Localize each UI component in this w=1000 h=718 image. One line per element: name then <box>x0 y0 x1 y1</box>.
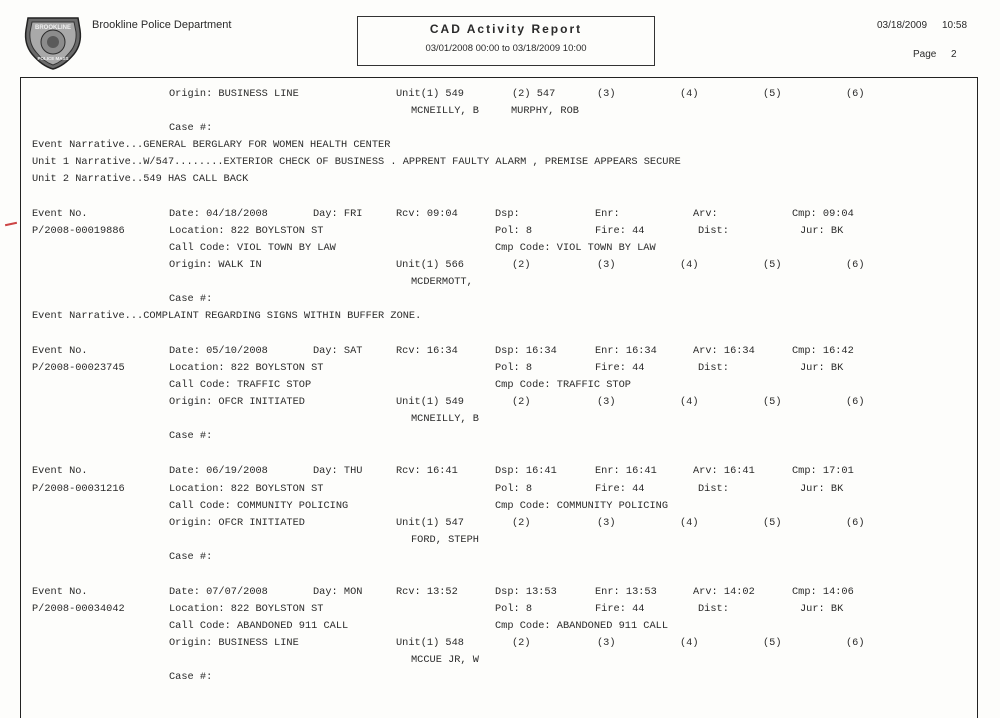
report-line-text: Enr: 16:41 <box>595 465 657 477</box>
report-line-text: Cmp: 16:42 <box>792 345 854 357</box>
report-line-text: (6) <box>846 88 865 100</box>
report-line-text: Call Code: VIOL TOWN BY LAW <box>169 242 336 254</box>
report-line-text: Origin: OFCR INITIATED <box>169 396 305 408</box>
report-line-text: Event No. <box>32 586 88 598</box>
report-line-text: Fire: 44 <box>595 225 645 237</box>
print-date: 03/18/2009 <box>877 20 928 31</box>
report-line-text: Day: MON <box>313 586 363 598</box>
report-line-text: P/2008-00019886 <box>32 225 125 237</box>
report-line-text: Date: 04/18/2008 <box>169 208 268 220</box>
report-line-text: Dist: <box>698 362 729 374</box>
report-line-text: Unit(1) 549 <box>396 88 464 100</box>
report-line-text: Jur: BK <box>800 603 844 615</box>
report-line-text: (5) <box>763 396 782 408</box>
report-line-text: (2) <box>512 396 531 408</box>
report-line-text: Arv: 14:02 <box>693 586 755 598</box>
report-line-text: (6) <box>846 637 865 649</box>
report-line-text: Call Code: COMMUNITY POLICING <box>169 500 349 512</box>
report-line-text: (3) <box>597 88 616 100</box>
report-line-text: Cmp Code: TRAFFIC STOP <box>495 379 631 391</box>
report-line-text: Case #: <box>169 122 213 134</box>
report-line-text: MURPHY, ROB <box>511 105 579 117</box>
report-line-text: Event No. <box>32 345 88 357</box>
report-line-text: (3) <box>597 637 616 649</box>
report-line-text: Fire: 44 <box>595 362 645 374</box>
report-line-text: Fire: 44 <box>595 483 645 495</box>
report-line-text: Enr: 16:34 <box>595 345 657 357</box>
report-line-text: Pol: 8 <box>495 603 533 615</box>
report-line-text: P/2008-00031216 <box>32 483 125 495</box>
report-line-text: P/2008-00034042 <box>32 603 125 615</box>
report-line-text: Dsp: <box>495 208 520 220</box>
report-line-text: (5) <box>763 88 782 100</box>
report-line-text: Rcv: 13:52 <box>396 586 458 598</box>
report-line-text: Location: 822 BOYLSTON ST <box>169 603 324 615</box>
report-line-text: Dsp: 13:53 <box>495 586 557 598</box>
report-line-text: Dist: <box>698 225 729 237</box>
report-line-text: Rcv: 16:41 <box>396 465 458 477</box>
report-line-text: Cmp: 17:01 <box>792 465 854 477</box>
report-line-text: Dsp: 16:41 <box>495 465 557 477</box>
report-line-text: Unit 2 Narrative..549 HAS CALL BACK <box>32 173 249 185</box>
report-line-text: Date: 07/07/2008 <box>169 586 268 598</box>
report-line-text: Arv: 16:34 <box>693 345 755 357</box>
page-label: Page <box>913 49 937 60</box>
report-line-text: Case #: <box>169 551 213 563</box>
report-line-text: Enr: 13:53 <box>595 586 657 598</box>
report-line-text: (4) <box>680 517 699 529</box>
report-line-text: Event Narrative...GENERAL BERGLARY FOR WOMEN HEALTH CENTER <box>32 139 391 151</box>
report-title-box <box>357 16 655 66</box>
report-line-text: Unit(1) 549 <box>396 396 464 408</box>
report-line-text: Dsp: 16:34 <box>495 345 557 357</box>
report-line-text: Arv: <box>693 208 718 220</box>
report-line-text: Origin: BUSINESS LINE <box>169 637 299 649</box>
report-line-text: Call Code: ABANDONED 911 CALL <box>169 620 349 632</box>
report-line-text: Call Code: TRAFFIC STOP <box>169 379 312 391</box>
report-line-text: Pol: 8 <box>495 225 533 237</box>
report-line-text: (3) <box>597 259 616 271</box>
report-line-text: (4) <box>680 88 699 100</box>
report-line-text: Dist: <box>698 483 729 495</box>
report-line-text: (5) <box>763 259 782 271</box>
report-line-text: Unit(1) 547 <box>396 517 464 529</box>
report-line-text: Enr: <box>595 208 620 220</box>
report-line-text: Date: 06/19/2008 <box>169 465 268 477</box>
report-line-text: (3) <box>597 517 616 529</box>
report-line-text: Day: FRI <box>313 208 363 220</box>
report-line-text: (6) <box>846 259 865 271</box>
report-line-text: (4) <box>680 637 699 649</box>
report-line-text: Dist: <box>698 603 729 615</box>
report-line-text: (2) <box>512 517 531 529</box>
report-line-text: Unit(1) 548 <box>396 637 464 649</box>
department-name: Brookline Police Department <box>92 19 232 31</box>
report-title: CAD Activity Report <box>429 22 583 36</box>
report-line-text: Origin: OFCR INITIATED <box>169 517 305 529</box>
report-line-text: Jur: BK <box>800 483 844 495</box>
report-line-text: (2) <box>512 259 531 271</box>
report-line-text: MCDERMOTT, <box>411 276 473 288</box>
report-line-text: Location: 822 BOYLSTON ST <box>169 483 324 495</box>
report-line-text: Event No. <box>32 208 88 220</box>
report-line-text: (5) <box>763 517 782 529</box>
report-date-range: 03/01/2008 00:00 to 03/18/2009 10:00 <box>425 43 587 54</box>
print-time: 10:58 <box>942 20 968 31</box>
page-number: 2 <box>951 49 957 60</box>
report-line-text: Cmp Code: COMMUNITY POLICING <box>495 500 669 512</box>
seal-top-text: BROOKLINE <box>35 25 71 31</box>
report-line-text: Origin: BUSINESS LINE <box>169 88 299 100</box>
report-line-text: Location: 822 BOYLSTON ST <box>169 225 324 237</box>
report-line-text: Event No. <box>32 465 88 477</box>
report-line-text: Date: 05/10/2008 <box>169 345 268 357</box>
report-line-text: Event Narrative...COMPLAINT REGARDING SIGNS WITHIN BUFFER ZONE. <box>32 310 422 322</box>
report-line-text: Pol: 8 <box>495 483 533 495</box>
report-line-text: Pol: 8 <box>495 362 533 374</box>
report-line-text: (2) <box>512 637 531 649</box>
report-line-text: MCCUE JR, W <box>411 654 479 666</box>
report-line-text: Day: THU <box>313 465 363 477</box>
report-line-text: (5) <box>763 637 782 649</box>
report-line-text: Case #: <box>169 671 213 683</box>
report-line-text: (3) <box>597 396 616 408</box>
report-line-text: Rcv: 16:34 <box>396 345 458 357</box>
report-line-text: Cmp: 09:04 <box>792 208 854 220</box>
report-line-text: Cmp Code: ABANDONED 911 CALL <box>495 620 669 632</box>
report-line-text: (6) <box>846 396 865 408</box>
report-line-text: (4) <box>680 396 699 408</box>
report-line-text: Jur: BK <box>800 225 844 237</box>
report-line-text: Rcv: 09:04 <box>396 208 458 220</box>
report-line-text: (6) <box>846 517 865 529</box>
report-line-text: Origin: WALK IN <box>169 259 262 271</box>
police-seal-logo <box>22 14 84 70</box>
seal-bottom-text: POLICE MASS <box>37 56 69 61</box>
report-line-text: Case #: <box>169 293 213 305</box>
report-line-text: (4) <box>680 259 699 271</box>
report-line-text: Fire: 44 <box>595 603 645 615</box>
report-line-text: Unit 1 Narrative..W/547........EXTERIOR CHECK OF BUSINESS . APPRENT FAULTY ALARM , PREMISE APPEARS SECURE <box>32 156 681 168</box>
report-line-text: Day: SAT <box>313 345 363 357</box>
report-line-text: FORD, STEPH <box>411 534 479 546</box>
report-line-text: Case #: <box>169 430 213 442</box>
report-line-text: MCNEILLY, B <box>411 105 479 117</box>
report-line-text: P/2008-00023745 <box>32 362 125 374</box>
report-line-text: Cmp: 14:06 <box>792 586 854 598</box>
report-line-text: Jur: BK <box>800 362 844 374</box>
report-line-text: Location: 822 BOYLSTON ST <box>169 362 324 374</box>
report-line-text: Cmp Code: VIOL TOWN BY LAW <box>495 242 656 254</box>
report-line-text: (2) 547 <box>512 88 556 100</box>
report-line-text: MCNEILLY, B <box>411 413 479 425</box>
ink-mark <box>5 222 17 226</box>
report-line-text: Unit(1) 566 <box>396 259 464 271</box>
report-line-text: Arv: 16:41 <box>693 465 755 477</box>
